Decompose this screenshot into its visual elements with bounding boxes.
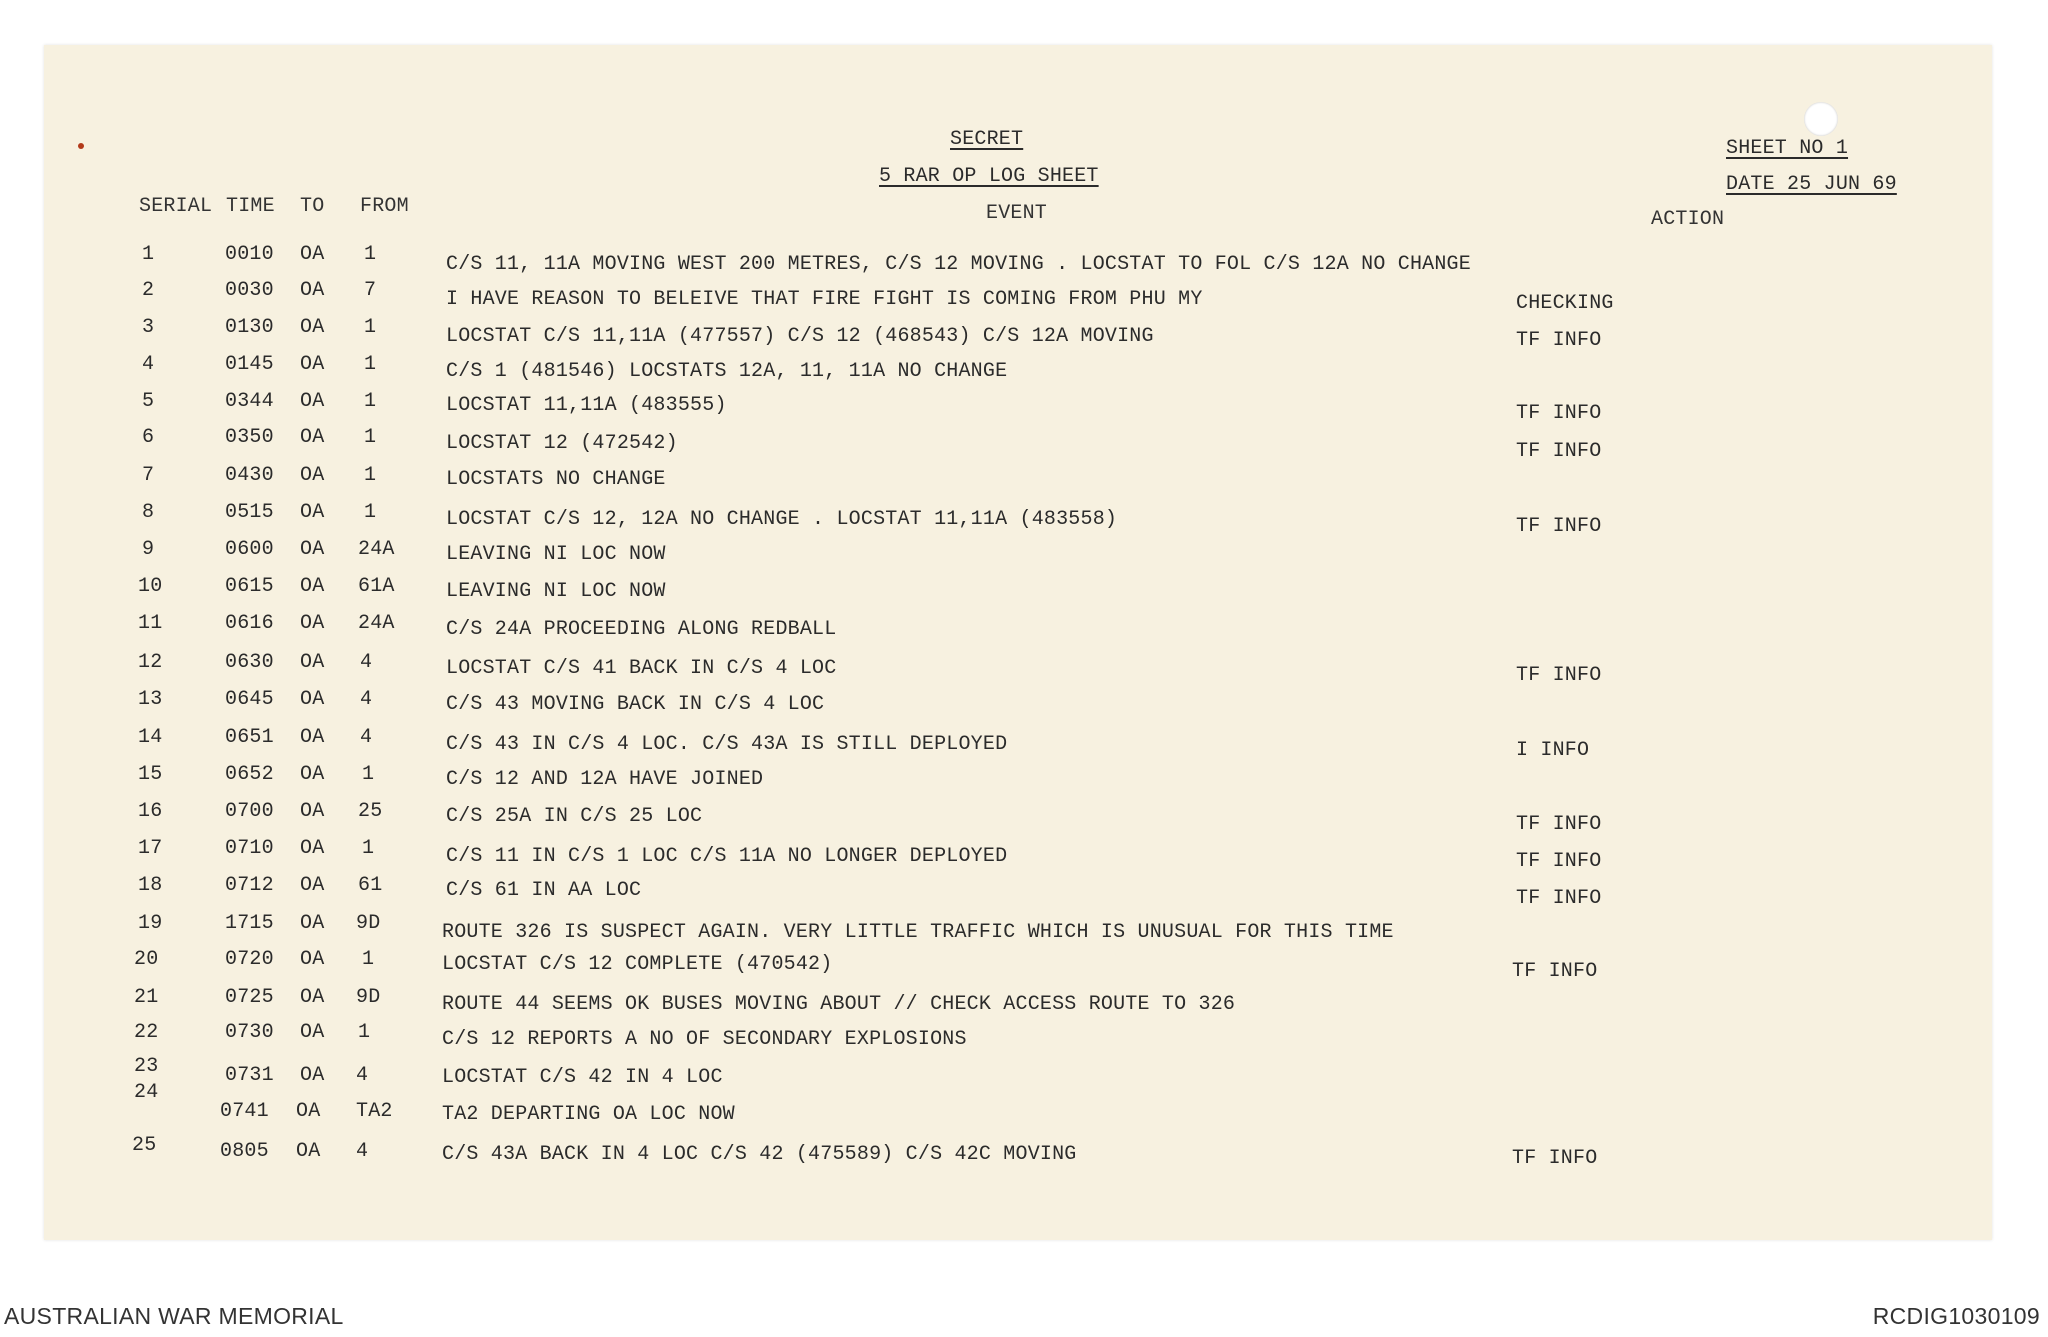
to-cell: OA bbox=[300, 243, 325, 266]
serial-cell: 19 bbox=[138, 912, 163, 935]
classification-heading: SECRET bbox=[950, 128, 1024, 151]
serial-cell: 22 bbox=[134, 1021, 159, 1044]
to-cell: OA bbox=[300, 1021, 325, 1044]
time-cell: 0645 bbox=[225, 688, 274, 711]
event-cell: LEAVING NI LOC NOW bbox=[446, 580, 666, 603]
from-cell: 24A bbox=[358, 612, 395, 635]
to-cell: OA bbox=[300, 464, 325, 487]
serial-cell: 21 bbox=[134, 986, 159, 1009]
time-cell: 0700 bbox=[225, 800, 274, 823]
from-cell: 1 bbox=[362, 837, 375, 860]
to-cell: OA bbox=[300, 538, 325, 561]
to-cell: OA bbox=[300, 688, 325, 711]
from-cell: 4 bbox=[356, 1064, 369, 1087]
event-cell: LOCSTAT C/S 11,11A (477557) C/S 12 (468543) C/S 12A MOVING bbox=[446, 325, 1154, 348]
from-cell: 4 bbox=[356, 1140, 369, 1163]
action-cell: I INFO bbox=[1516, 739, 1590, 762]
from-cell: 24A bbox=[358, 538, 395, 561]
archive-reference: RCDIG1030109 bbox=[1872, 1303, 2040, 1329]
sheet-number: SHEET NO 1 bbox=[1726, 137, 1849, 160]
sheet-date: DATE 25 JUN 69 bbox=[1726, 173, 1897, 196]
ink-mark bbox=[78, 143, 84, 149]
event-cell: C/S 24A PROCEEDING ALONG REDBALL bbox=[446, 618, 837, 641]
column-header-from: FROM bbox=[360, 195, 409, 218]
event-cell: ROUTE 44 SEEMS OK BUSES MOVING ABOUT // CHECK ACCESS ROUTE TO 326 bbox=[442, 993, 1236, 1016]
column-header-event: EVENT bbox=[986, 202, 1048, 225]
serial-cell: 9 bbox=[142, 538, 155, 561]
serial-cell: 15 bbox=[138, 763, 163, 786]
column-header-serial: SERIAL bbox=[139, 195, 213, 218]
from-cell: 1 bbox=[362, 948, 375, 971]
time-cell: 0730 bbox=[225, 1021, 274, 1044]
time-cell: 0430 bbox=[225, 464, 274, 487]
time-cell: 0600 bbox=[225, 538, 274, 561]
to-cell: OA bbox=[300, 986, 325, 1009]
serial-cell: 23 bbox=[134, 1055, 159, 1078]
to-cell: OA bbox=[300, 316, 325, 339]
serial-cell: 4 bbox=[142, 353, 155, 376]
time-cell: 1715 bbox=[225, 912, 274, 935]
from-cell: 1 bbox=[364, 243, 377, 266]
event-cell: C/S 61 IN AA LOC bbox=[446, 879, 642, 902]
time-cell: 0515 bbox=[225, 501, 274, 524]
serial-cell: 13 bbox=[138, 688, 163, 711]
from-cell: 1 bbox=[362, 763, 375, 786]
from-cell: 25 bbox=[358, 800, 383, 823]
to-cell: OA bbox=[296, 1100, 321, 1123]
serial-cell: 12 bbox=[138, 651, 163, 674]
serial-cell: 16 bbox=[138, 800, 163, 823]
serial-cell: 3 bbox=[142, 316, 155, 339]
from-cell: 1 bbox=[364, 316, 377, 339]
event-cell: LOCSTAT C/S 12 COMPLETE (470542) bbox=[442, 953, 833, 976]
from-cell: 61A bbox=[358, 575, 395, 598]
to-cell: OA bbox=[300, 837, 325, 860]
archive-credit: AUSTRALIAN WAR MEMORIAL bbox=[4, 1303, 344, 1329]
to-cell: OA bbox=[296, 1140, 321, 1163]
from-cell: 4 bbox=[360, 688, 373, 711]
from-cell: 9D bbox=[356, 986, 381, 1009]
serial-cell: 17 bbox=[138, 837, 163, 860]
action-cell: TF INFO bbox=[1516, 440, 1602, 463]
serial-cell: 1 bbox=[142, 243, 155, 266]
time-cell: 0805 bbox=[220, 1140, 269, 1163]
serial-cell: 24 bbox=[134, 1081, 159, 1104]
event-cell: C/S 11 IN C/S 1 LOC C/S 11A NO LONGER DEPLOYED bbox=[446, 845, 1008, 868]
action-cell: TF INFO bbox=[1516, 664, 1602, 687]
time-cell: 0030 bbox=[225, 279, 274, 302]
event-cell: C/S 12 REPORTS A NO OF SECONDARY EXPLOSIONS bbox=[442, 1028, 967, 1051]
action-cell: TF INFO bbox=[1512, 1147, 1598, 1170]
event-cell: C/S 12 AND 12A HAVE JOINED bbox=[446, 768, 764, 791]
from-cell: 61 bbox=[358, 874, 383, 897]
serial-cell: 2 bbox=[142, 279, 155, 302]
event-cell: LOCSTAT C/S 41 BACK IN C/S 4 LOC bbox=[446, 657, 837, 680]
from-cell: 4 bbox=[360, 726, 373, 749]
time-cell: 0652 bbox=[225, 763, 274, 786]
from-cell: TA2 bbox=[356, 1100, 393, 1123]
from-cell: 1 bbox=[364, 464, 377, 487]
time-cell: 0725 bbox=[225, 986, 274, 1009]
sheet-title: 5 RAR OP LOG SHEET bbox=[879, 165, 1099, 188]
time-cell: 0350 bbox=[225, 426, 274, 449]
time-cell: 0344 bbox=[225, 390, 274, 413]
to-cell: OA bbox=[300, 912, 325, 935]
from-cell: 9D bbox=[356, 912, 381, 935]
from-cell: 7 bbox=[364, 279, 377, 302]
serial-cell: 20 bbox=[134, 948, 159, 971]
time-cell: 0741 bbox=[220, 1100, 269, 1123]
time-cell: 0616 bbox=[225, 612, 274, 635]
action-cell: TF INFO bbox=[1516, 329, 1602, 352]
action-cell: TF INFO bbox=[1512, 960, 1598, 983]
action-cell: TF INFO bbox=[1516, 887, 1602, 910]
time-cell: 0731 bbox=[225, 1064, 274, 1087]
serial-cell: 5 bbox=[142, 390, 155, 413]
from-cell: 1 bbox=[364, 501, 377, 524]
to-cell: OA bbox=[300, 763, 325, 786]
column-header-time: TIME bbox=[226, 195, 275, 218]
event-cell: LOCSTAT 12 (472542) bbox=[446, 432, 678, 455]
time-cell: 0130 bbox=[225, 316, 274, 339]
serial-cell: 10 bbox=[138, 575, 163, 598]
time-cell: 0651 bbox=[225, 726, 274, 749]
serial-cell: 18 bbox=[138, 874, 163, 897]
serial-cell: 11 bbox=[138, 612, 163, 635]
time-cell: 0710 bbox=[225, 837, 274, 860]
action-cell: TF INFO bbox=[1516, 402, 1602, 425]
action-cell: TF INFO bbox=[1516, 850, 1602, 873]
event-cell: C/S 25A IN C/S 25 LOC bbox=[446, 805, 703, 828]
to-cell: OA bbox=[300, 426, 325, 449]
time-cell: 0615 bbox=[225, 575, 274, 598]
time-cell: 0630 bbox=[225, 651, 274, 674]
time-cell: 0720 bbox=[225, 948, 274, 971]
event-cell: LOCSTAT C/S 42 IN 4 LOC bbox=[442, 1066, 723, 1089]
to-cell: OA bbox=[300, 651, 325, 674]
from-cell: 4 bbox=[360, 651, 373, 674]
time-cell: 0145 bbox=[225, 353, 274, 376]
serial-cell: 14 bbox=[138, 726, 163, 749]
event-cell: I HAVE REASON TO BELEIVE THAT FIRE FIGHT IS COMING FROM PHU MY bbox=[446, 288, 1203, 311]
action-cell: TF INFO bbox=[1516, 515, 1602, 538]
action-cell: TF INFO bbox=[1516, 813, 1602, 836]
serial-cell: 7 bbox=[142, 464, 155, 487]
to-cell: OA bbox=[300, 874, 325, 897]
to-cell: OA bbox=[300, 612, 325, 635]
column-header-action: ACTION bbox=[1651, 208, 1725, 231]
event-cell: LOCSTAT C/S 12, 12A NO CHANGE . LOCSTAT 11,11A (483558) bbox=[446, 508, 1118, 531]
event-cell: LOCSTAT 11,11A (483555) bbox=[446, 394, 727, 417]
event-cell: C/S 1 (481546) LOCSTATS 12A, 11, 11A NO CHANGE bbox=[446, 360, 1008, 383]
from-cell: 1 bbox=[364, 426, 377, 449]
from-cell: 1 bbox=[364, 390, 377, 413]
to-cell: OA bbox=[300, 726, 325, 749]
punch-hole bbox=[1804, 102, 1838, 136]
to-cell: OA bbox=[300, 1064, 325, 1087]
event-cell: ROUTE 326 IS SUSPECT AGAIN. VERY LITTLE TRAFFIC WHICH IS UNUSUAL FOR THIS TIME bbox=[442, 921, 1394, 944]
from-cell: 1 bbox=[364, 353, 377, 376]
to-cell: OA bbox=[300, 800, 325, 823]
event-cell: LEAVING NI LOC NOW bbox=[446, 543, 666, 566]
to-cell: OA bbox=[300, 279, 325, 302]
event-cell: LOCSTATS NO CHANGE bbox=[446, 468, 666, 491]
from-cell: 1 bbox=[358, 1021, 371, 1044]
event-cell: C/S 43A BACK IN 4 LOC C/S 42 (475589) C/S 42C MOVING bbox=[442, 1143, 1077, 1166]
serial-cell: 8 bbox=[142, 501, 155, 524]
to-cell: OA bbox=[300, 501, 325, 524]
event-cell: C/S 11, 11A MOVING WEST 200 METRES, C/S 12 MOVING . LOCSTAT TO FOL C/S 12A NO CHANGE bbox=[446, 253, 1471, 276]
to-cell: OA bbox=[300, 390, 325, 413]
event-cell: TA2 DEPARTING OA LOC NOW bbox=[442, 1103, 735, 1126]
event-cell: C/S 43 IN C/S 4 LOC. C/S 43A IS STILL DEPLOYED bbox=[446, 733, 1008, 756]
action-cell: CHECKING bbox=[1516, 292, 1614, 315]
event-cell: C/S 43 MOVING BACK IN C/S 4 LOC bbox=[446, 693, 825, 716]
to-cell: OA bbox=[300, 353, 325, 376]
time-cell: 0712 bbox=[225, 874, 274, 897]
serial-cell: 6 bbox=[142, 426, 155, 449]
time-cell: 0010 bbox=[225, 243, 274, 266]
serial-cell: 25 bbox=[132, 1134, 157, 1157]
to-cell: OA bbox=[300, 948, 325, 971]
column-header-to: TO bbox=[300, 195, 325, 218]
to-cell: OA bbox=[300, 575, 325, 598]
